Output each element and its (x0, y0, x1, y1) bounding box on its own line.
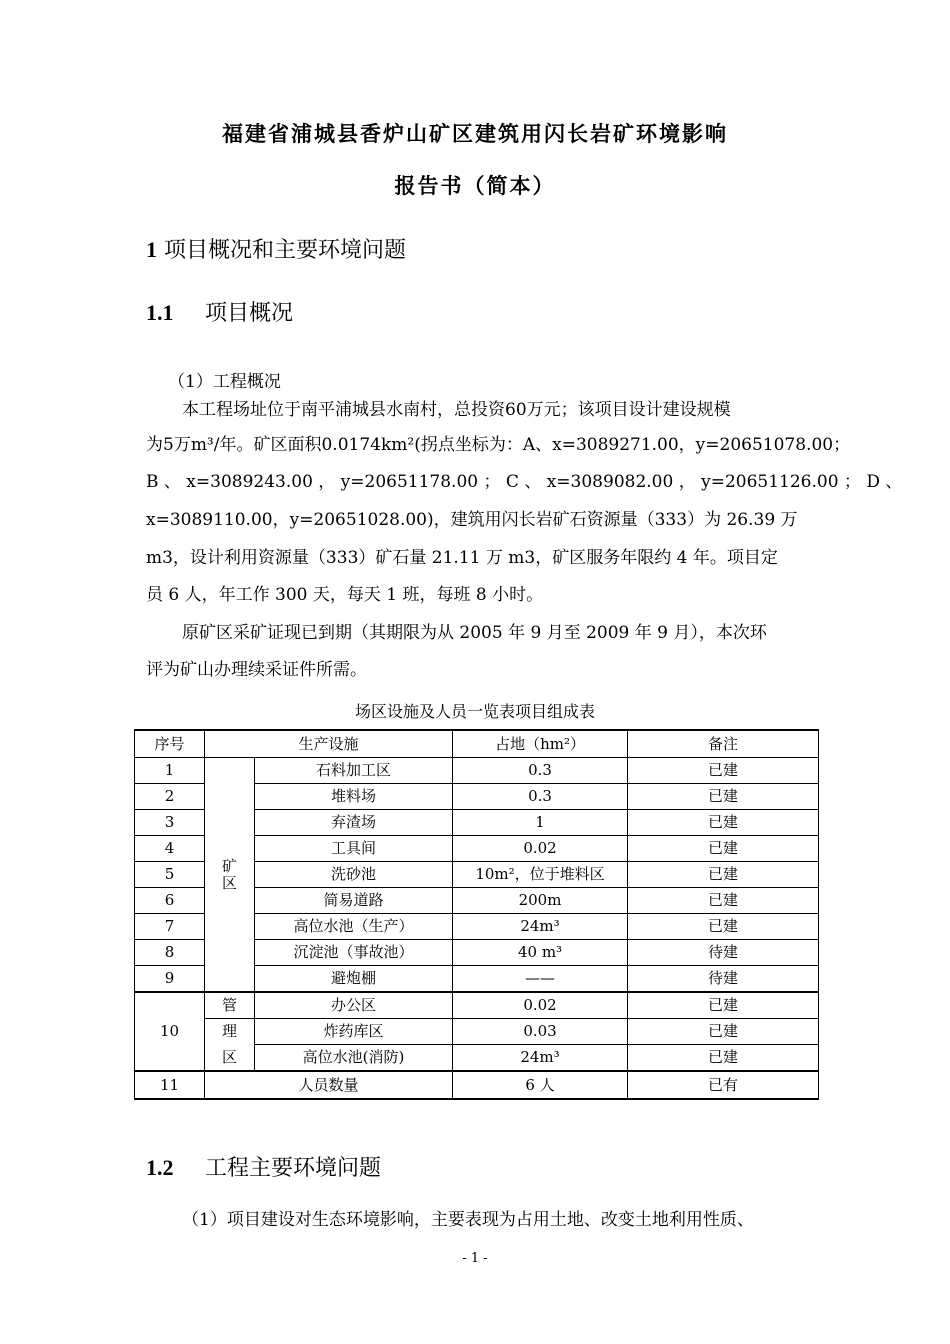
section-number: 1.2 (146, 1155, 174, 1180)
paragraph-line: 为5万m³/年。矿区面积0.0174km²(拐点坐标为：A、x=3089271.00，y=20651078.00； (146, 435, 851, 455)
section-heading-1-2 (146, 1151, 381, 1182)
cell-area: 0.02 (453, 992, 628, 1019)
cell-no: 10 (135, 992, 205, 1071)
cell-area: 24m³ (453, 1045, 628, 1072)
cell-note: 已建 (628, 836, 819, 862)
cell-area: 6 人 (453, 1071, 628, 1099)
cell-note: 已建 (628, 758, 819, 784)
cell-note: 已建 (628, 784, 819, 810)
cell-name: 简易道路 (255, 888, 453, 914)
cell-name: 避炮棚 (255, 966, 453, 993)
section-heading-1 (146, 233, 406, 264)
cell-no: 11 (135, 1071, 205, 1099)
paragraph-line: 原矿区采矿证现已到期（其期限为从 2005 年 9 月至 2009 年 9 月），本次环 (182, 623, 767, 643)
paragraph-line: 员 6 人，年工作 300 天，每天 1 班，每班 8 小时。 (146, 585, 544, 605)
cell-note: 已建 (628, 810, 819, 836)
paragraph-line: 评为矿山办理续采证件所需。 (146, 660, 367, 680)
doc-title-line1: 福建省浦城县香炉山矿区建筑用闪长岩矿环境影响 (222, 122, 728, 146)
cell-no: 9 (135, 966, 205, 993)
cell-no: 3 (135, 810, 205, 836)
paragraph-line: x=3089110.00，y=20651028.00)，建筑用闪长岩矿石资源量（333）为 26.39 万 (146, 510, 798, 530)
header-cell: 备注 (628, 730, 819, 758)
header-cell: 生产设施 (205, 730, 453, 758)
cell-name: 办公区 (255, 992, 453, 1019)
cell-no: 2 (135, 784, 205, 810)
cell-area: 0.02 (453, 836, 628, 862)
group-mgmt-char: 区 (205, 1045, 255, 1072)
cell-name: 高位水池（生产） (255, 914, 453, 940)
cell-name: 石料加工区 (255, 758, 453, 784)
table-row (135, 1019, 819, 1045)
cell-area: 200m (453, 888, 628, 914)
table-row (135, 758, 819, 784)
table-header-row (135, 730, 819, 758)
paragraph-line: （1）项目建设对生态环境影响，主要表现为占用土地、改变土地利用性质、 (182, 1210, 754, 1230)
cell-name: 弃渣场 (255, 810, 453, 836)
cell-area: 0.3 (453, 758, 628, 784)
facilities-table (134, 729, 819, 1100)
cell-name: 高位水池(消防) (255, 1045, 453, 1072)
section-title: 项目概况 (205, 301, 294, 326)
cell-note: 已建 (628, 1045, 819, 1072)
table-row (135, 992, 819, 1019)
cell-area: 0.3 (453, 784, 628, 810)
section-heading-1-1 (146, 296, 293, 327)
cell-no: 4 (135, 836, 205, 862)
cell-note: 已建 (628, 1019, 819, 1045)
cell-note: 已建 (628, 992, 819, 1019)
paragraph-line: B 、 x=3089243.00 ， y=20651178.00 ； C 、 x=3089082.00 ， y=20651126.00 ； D 、 (146, 472, 903, 492)
cell-note: 待建 (628, 966, 819, 993)
group-mgmt-char: 理 (205, 1019, 255, 1045)
paragraph-line: 本工程场址位于南平浦城县水南村，总投资60万元；该项目设计建设规模 (182, 400, 731, 420)
group-mgmt-char: 管 (205, 992, 255, 1019)
cell-note: 已建 (628, 914, 819, 940)
cell-name: 堆料场 (255, 784, 453, 810)
cell-name: 人员数量 (205, 1071, 453, 1099)
section-number: 1.1 (146, 300, 174, 325)
cell-area: 40 m³ (453, 940, 628, 966)
table-row (135, 1071, 819, 1099)
header-cell: 序号 (135, 730, 205, 758)
section-number: 1 (146, 237, 157, 262)
cell-name: 炸药库区 (255, 1019, 453, 1045)
cell-no: 6 (135, 888, 205, 914)
cell-note: 已建 (628, 862, 819, 888)
cell-name: 工具间 (255, 836, 453, 862)
cell-name: 沉淀池（事故池） (255, 940, 453, 966)
table-row (135, 1045, 819, 1072)
doc-title-line2: 报告书（简本） (394, 174, 556, 198)
subheading-engineering-overview: （1）工程概况 (168, 372, 281, 392)
cell-no: 8 (135, 940, 205, 966)
paragraph-line: m3，设计利用资源量（333）矿石量 21.11 万 m3，矿区服务年限约 4 年。项目定 (146, 548, 778, 568)
section-title: 工程主要环境问题 (205, 1156, 382, 1181)
cell-area: 0.03 (453, 1019, 628, 1045)
group-mine (205, 758, 255, 993)
section-title: 项目概况和主要环境问题 (164, 238, 407, 263)
group-label: 矿 区 (221, 856, 237, 892)
page-number: - 1 - (462, 1251, 488, 1266)
cell-note: 已有 (628, 1071, 819, 1099)
cell-name: 洗砂池 (255, 862, 453, 888)
table-caption: 场区设施及人员一览表项目组成表 (354, 702, 595, 721)
header-cell: 占地（hm²） (453, 730, 628, 758)
cell-area: 24m³ (453, 914, 628, 940)
cell-note: 已建 (628, 888, 819, 914)
cell-note: 待建 (628, 940, 819, 966)
cell-no: 7 (135, 914, 205, 940)
cell-area: 10m²，位于堆料区 (453, 862, 628, 888)
cell-no: 1 (135, 758, 205, 784)
cell-area: 1 (453, 810, 628, 836)
cell-area: —— (453, 966, 628, 993)
cell-no: 5 (135, 862, 205, 888)
